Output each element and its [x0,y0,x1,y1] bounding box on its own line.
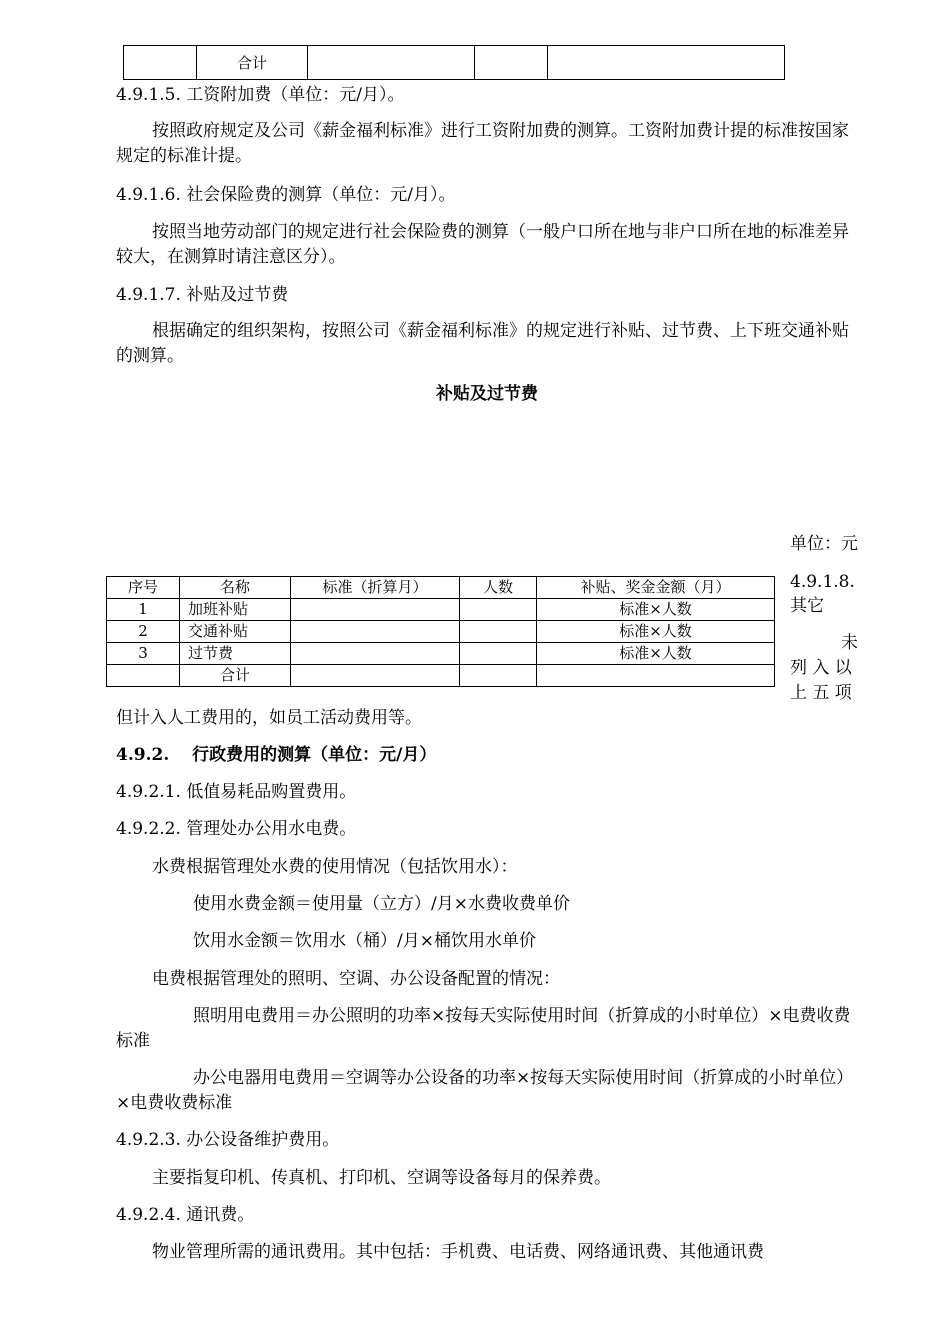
side-text-line1: 未 [841,633,858,653]
side-text-line2: 列 入 以 [790,658,852,678]
total-label: 合计 [180,665,291,687]
electric-formula-1: 照明用电费用＝办公照明的功率×按每天实际使用时间（折算成的小时单位）×电费收费标准 [116,1006,851,1051]
top-table [123,45,785,80]
column-header: 补贴、奖金金额（月） [537,577,775,599]
unit-label: 单位：元 [790,534,858,554]
table-cell: 标准×人数 [537,599,775,621]
table-row [107,599,775,621]
paragraph-4917: 根据确定的组织架构，按照公司《薪金福利标准》的规定进行补贴、过节费、上下班交通补贴的测算。 [116,321,849,366]
table-cell: 交通补贴 [180,621,291,643]
heading-4923: 4.9.2.3. 办公设备维护费用。 [116,1130,340,1150]
paragraph-4918: 但计入人工费用的，如员工活动费用等。 [116,708,422,728]
table-row [107,621,775,643]
column-header: 序号 [107,577,180,599]
subsidy-table [106,576,775,687]
column-header: 名称 [180,577,291,599]
water-formula-2: 饮用水金额＝饮用水（桶）/月×桶饮用水单价 [193,931,536,951]
heading-4918-line1: 4.9.1.8. [790,572,855,592]
column-header: 人数 [460,577,537,599]
paragraph-4924: 物业管理所需的通讯费用。其中包括：手机费、电话费、网络通讯费、其他通讯费 [152,1242,764,1262]
column-header: 标准（折算月） [291,577,460,599]
water-intro: 水费根据管理处水费的使用情况（包括饮用水）： [152,857,518,877]
table-cell [460,599,537,621]
heading-4915: 4.9.1.5. 工资附加费（单位：元/月）。 [116,85,405,105]
table-row [124,46,785,80]
table-cell: 过节费 [180,643,291,665]
table-cell [291,643,460,665]
heading-4924: 4.9.2.4. 通讯费。 [116,1205,255,1225]
table-cell: 加班补贴 [180,599,291,621]
table-cell [291,621,460,643]
paragraph-4915: 按照政府规定及公司《薪金福利标准》进行工资附加费的测算。工资附加费计提的标准按国家规定的标准计提。 [116,121,849,166]
table-cell [291,599,460,621]
table-cell: 标准×人数 [537,621,775,643]
paragraph-4923: 主要指复印机、传真机、打印机、空调等设备每月的保养费。 [152,1168,611,1188]
heading-4917: 4.9.1.7. 补贴及过节费 [116,285,289,305]
table-cell [460,643,537,665]
table-cell [460,621,537,643]
table-row [107,665,775,687]
table-cell: 3 [107,643,180,665]
table-cell: 标准×人数 [537,643,775,665]
heading-4918-line2: 其它 [790,596,824,616]
water-formula-1: 使用水费金额＝使用量（立方）/月×水费收费单价 [193,894,570,914]
heading-492: 4.9.2. 行政费用的测算（单位：元/月） [116,745,437,765]
heading-4921: 4.9.2.1. 低值易耗品购置费用。 [116,782,357,802]
table-header-row [107,577,775,599]
heading-4922: 4.9.2.2. 管理处办公用水电费。 [116,819,357,839]
heading-4916: 4.9.1.6. 社会保险费的测算（单位：元/月）。 [116,185,456,205]
electric-intro: 电费根据管理处的照明、空调、办公设备配置的情况： [152,969,560,989]
table-row [107,643,775,665]
side-text-line3: 上 五 项 [790,683,852,703]
table-title: 补贴及过节费 [436,384,538,404]
table-cell: 1 [107,599,180,621]
electric-formula-2: 办公电器用电费用＝空调等办公设备的功率×按每天实际使用时间（折算成的小时单位）×电费收费标准 [116,1068,854,1113]
total-label: 合计 [197,46,308,80]
paragraph-4916: 按照当地劳动部门的规定进行社会保险费的测算（一般户口所在地与非户口所在地的标准差异较大，在测算时请注意区分）。 [116,222,849,267]
table-cell: 2 [107,621,180,643]
